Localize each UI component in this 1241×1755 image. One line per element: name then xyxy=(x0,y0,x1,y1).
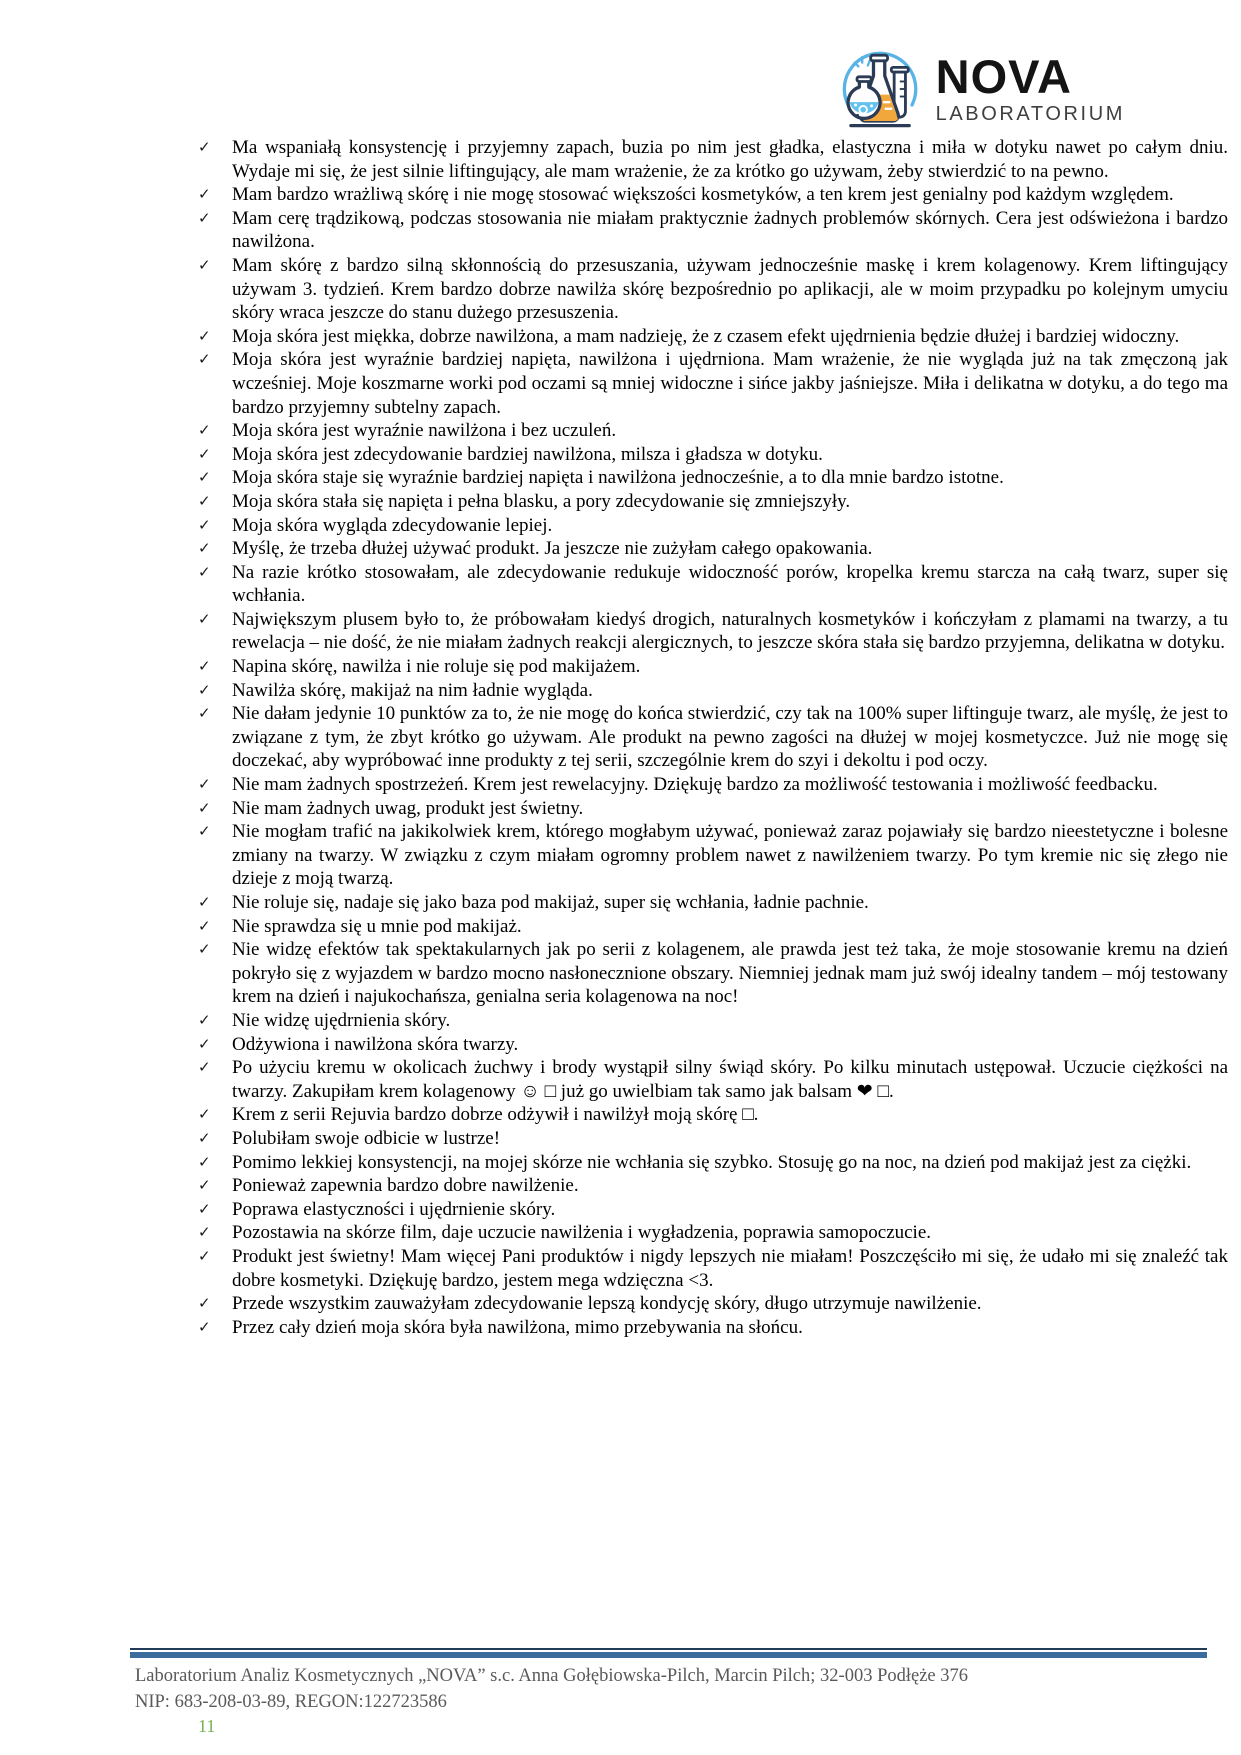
review-text: Moja skóra wygląda zdecydowanie lepiej. xyxy=(232,514,553,536)
check-icon: ✓ xyxy=(198,350,211,369)
list-item xyxy=(198,655,1228,679)
check-icon: ✓ xyxy=(198,421,211,440)
check-icon: ✓ xyxy=(198,1317,211,1336)
review-text: Mam bardzo wrażliwą skórę i nie mogę stosować większości kosmetyków, a ten krem jest genialny pod każdym względem. xyxy=(232,184,1174,206)
check-icon: ✓ xyxy=(198,255,211,274)
check-icon: ✓ xyxy=(198,491,211,510)
check-icon: ✓ xyxy=(198,657,211,676)
list-item xyxy=(198,514,1228,538)
list-item xyxy=(198,490,1228,514)
check-icon: ✓ xyxy=(198,940,211,959)
list-item xyxy=(198,938,1228,1009)
review-text: Nie widzę efektów tak spektakularnych jak po serii z kolagenem, ale prawda jest też taka, że moje stosowanie kremu na dzień pokryło się z wyjazdem w bardzo mocno nasłonecznione obszary. Niemniej jednak mam już swój idealny tandem – mój testowany krem na dzień i najukochańsza, genialna seria kolagenowa na noc! xyxy=(232,939,1228,1008)
list-item xyxy=(198,1009,1228,1033)
review-list xyxy=(198,136,1228,1339)
list-item xyxy=(198,797,1228,821)
list-item xyxy=(198,419,1228,443)
list-item xyxy=(198,915,1228,939)
list-item xyxy=(198,1198,1228,1222)
check-icon: ✓ xyxy=(198,680,211,699)
footer-divider xyxy=(130,1648,1207,1658)
review-text: Napina skórę, nawilża i nie roluje się pod makijażem. xyxy=(232,656,641,678)
list-item xyxy=(198,679,1228,703)
list-item xyxy=(198,773,1228,797)
check-icon: ✓ xyxy=(198,539,211,558)
list-item xyxy=(198,254,1228,325)
review-text: Przez cały dzień moja skóra była nawilżona, mimo przebywania na słońcu. xyxy=(232,1316,803,1338)
review-text: Na razie krótko stosowałam, ale zdecydowanie redukuje widoczność porów, kropelka kremu starcza na całą twarz, super się wchłania. xyxy=(232,561,1228,607)
brand-subtitle: LABORATORIUM xyxy=(935,102,1125,125)
review-text: Nie mogłam trafić na jakikolwiek krem, którego mogłabym używać, ponieważ zaraz pojawiały się bardzo nieestetyczne i bolesne zmiany na twarzy. W związku z czym miałam ogromny problem nawet z nawilżeniem twarzy. Po tym kremie nic się złego nie dzieje z moją twarzą. xyxy=(232,821,1228,890)
review-text: Polubiłam swoje odbicie w lustrze! xyxy=(232,1127,501,1149)
check-icon: ✓ xyxy=(198,468,211,487)
footer-divider-thick-line xyxy=(130,1652,1207,1658)
check-icon: ✓ xyxy=(198,1128,211,1147)
list-item xyxy=(198,891,1228,915)
check-icon: ✓ xyxy=(198,562,211,581)
review-text: Moja skóra stała się napięta i pełna blasku, a pory zdecydowanie się zmniejszyły. xyxy=(232,490,851,512)
list-item xyxy=(198,537,1228,561)
check-icon: ✓ xyxy=(198,916,211,935)
review-text: Nie widzę ujędrnienia skóry. xyxy=(232,1009,451,1031)
logo-text xyxy=(935,49,1125,126)
check-icon: ✓ xyxy=(198,1246,211,1265)
check-icon: ✓ xyxy=(198,704,211,723)
footer-company-line: Laboratorium Analiz Kosmetycznych „NOVA” s.c. Anna Gołębiowska-Pilch, Marcin Pilch; 32-003 Podłęże 376 xyxy=(135,1666,969,1686)
list-item xyxy=(198,207,1228,254)
check-icon: ✓ xyxy=(198,138,211,156)
list-item xyxy=(198,608,1228,655)
check-icon: ✓ xyxy=(198,1034,211,1053)
list-item xyxy=(198,1174,1228,1198)
lab-flasks-icon xyxy=(834,44,928,134)
review-text: Myślę, że trzeba dłużej używać produkt. Ja jeszcze nie zużyłam całego opakowania. xyxy=(232,538,873,560)
list-item xyxy=(198,136,1228,183)
list-item xyxy=(198,1056,1228,1103)
list-item xyxy=(198,1127,1228,1151)
check-icon: ✓ xyxy=(198,1152,211,1171)
list-item xyxy=(198,1245,1228,1292)
list-item xyxy=(198,561,1228,608)
check-icon: ✓ xyxy=(198,1199,211,1218)
footer xyxy=(135,1664,1135,1715)
check-icon: ✓ xyxy=(198,1010,211,1029)
check-icon: ✓ xyxy=(198,208,211,227)
check-icon: ✓ xyxy=(198,1105,211,1124)
list-item xyxy=(198,820,1228,891)
review-text: Największym plusem było to, że próbowałam kiedyś drogich, naturalnych kosmetyków i kończyłam z plamami na twarzy, a tu rewelacja – nie dość, że nie miałam żadnych reakcji alergicznych, to jeszcze skóra stała się bardzo przyjemna, delikatna w dotyku. xyxy=(232,608,1228,654)
check-icon: ✓ xyxy=(198,1058,211,1077)
review-text: Moja skóra staje się wyraźnie bardziej napięta i nawilżona jednocześnie, a to dla mnie bardzo istotne. xyxy=(232,467,1004,489)
list-item xyxy=(198,183,1228,207)
review-text: Nie dałam jedynie 10 punktów za to, że nie mogę do końca stwierdzić, czy tak na 100% super liftinguje twarz, ale myślę, że jest to związane z tym, że zbyt krótko go używam. Ale produkt na pewno zagości na dłużej w mojej kosmetyczce. Już nie mogę się doczekać, aby wypróbować inne produkty z tej serii, szczególnie krem do szyi i dekoltu i pod oczy. xyxy=(232,703,1228,772)
list-item xyxy=(198,1221,1228,1245)
page-number: 11 xyxy=(198,1716,216,1736)
review-text: Pozostawia na skórze film, daje uczucie nawilżenia i wygładzenia, poprawia samopoczucie. xyxy=(232,1222,932,1244)
check-icon: ✓ xyxy=(198,893,211,911)
list-item xyxy=(198,1292,1228,1316)
review-text: Ma wspaniałą konsystencję i przyjemny zapach, buzia po nim jest gładka, elastyczna i miła w dotyku nawet po całym dniu. Wydaje mi się, że jest silnie liftingujący, ale mam wrażenie, że za krótko go używam, żeby stwierdzić to na pewno. xyxy=(232,137,1228,182)
footer-nip-regon-line: NIP: 683-208-03-89, REGON:122723586 xyxy=(135,1691,447,1712)
brand-name: NOVA xyxy=(935,49,1072,103)
check-icon: ✓ xyxy=(198,444,211,463)
list-item xyxy=(198,1103,1228,1127)
review-text: Nie roluje się, nadaje się jako baza pod makijaż, super się wchłania, ładnie pachnie. xyxy=(232,892,869,913)
list-item xyxy=(198,702,1228,773)
review-text: Odżywiona i nawilżona skóra twarzy. xyxy=(232,1033,519,1055)
list-item xyxy=(198,466,1228,490)
list-item xyxy=(198,1151,1228,1175)
check-icon: ✓ xyxy=(198,609,211,628)
check-icon: ✓ xyxy=(198,775,211,794)
list-item xyxy=(198,443,1228,467)
review-text: Moja skóra jest miękka, dobrze nawilżona, a mam nadzieję, że z czasem efekt ujędrnienia będzie dłużej i bardziej widoczny. xyxy=(232,325,1180,347)
review-text: Przede wszystkim zauważyłam zdecydowanie lepszą kondycję skóry, długo utrzymuje nawilżenie. xyxy=(232,1293,982,1315)
list-item xyxy=(198,1316,1228,1340)
check-icon: ✓ xyxy=(198,326,211,345)
review-text: Nie mam żadnych uwag, produkt jest świetny. xyxy=(232,797,584,819)
review-text: Krem z serii Rejuvia bardzo dobrze odżywił i nawilżył moją skórę □. xyxy=(232,1104,759,1126)
review-text: Pomimo lekkiej konsystencji, na mojej skórze nie wchłania się szybko. Stosuję go na noc, na dzień pod makijaż jest za ciężki. xyxy=(232,1151,1192,1173)
check-icon: ✓ xyxy=(198,1223,211,1242)
review-text: Nie mam żadnych spostrzeżeń. Krem jest rewelacyjny. Dziękuję bardzo za możliwość testowania i możliwość feedbacku. xyxy=(232,774,1158,796)
review-text: Nie sprawdza się u mnie pod makijaż. xyxy=(232,915,522,937)
review-text: Moja skóra jest zdecydowanie bardziej nawilżona, milsza i gładsza w dotyku. xyxy=(232,443,823,465)
check-icon: ✓ xyxy=(198,798,211,817)
check-icon: ✓ xyxy=(198,822,211,841)
check-icon: ✓ xyxy=(198,185,211,204)
review-text: Nawilża skórę, makijaż na nim ładnie wygląda. xyxy=(232,679,593,701)
review-text: Moja skóra jest wyraźnie nawilżona i bez uczuleń. xyxy=(232,420,617,442)
review-text: Poprawa elastyczności i ujędrnienie skóry. xyxy=(232,1198,556,1220)
review-text: Mam cerę trądzikową, podczas stosowania nie miałam praktycznie żadnych problemów skórnych. Cera jest odświeżona i bardzo nawilżona. xyxy=(232,207,1228,253)
review-text: Mam skórę z bardzo silną skłonnością do przesuszania, używam jednocześnie maskę i krem kolagenowy. Krem liftingujący używam 3. tydzień. Krem bardzo dobrze nawilża skórę bezpośrednio po aplikacji, ale w moim przypadku po kolejnym umyciu skóry wraca jeszcze do stanu dużego przesuszenia. xyxy=(232,254,1228,324)
review-text: Moja skóra jest wyraźnie bardziej napięta, nawilżona i ujędrniona. Mam wrażenie, że nie wygląda już na tak zmęczoną jak wcześniej. Moje koszmarne worki pod oczami są mniej widoczne i sińce jakby jaśniejsze. Miła i delikatna w dotyku, a do tego ma bardzo przyjemny subtelny zapach. xyxy=(232,349,1228,418)
list-item xyxy=(198,1033,1228,1057)
check-icon: ✓ xyxy=(198,515,211,534)
list-item xyxy=(198,348,1228,419)
company-logo xyxy=(834,44,1125,134)
list-item xyxy=(198,325,1228,349)
check-icon: ✓ xyxy=(198,1294,211,1313)
review-text: Po użyciu kremu w okolicach żuchwy i brody wystąpił silny świąd skóry. Po kilku minutach ustępował. Uczucie ciężkości na twarzy. Zakupiłam krem kolagenowy ☺ □ już go uwielbiam tak samo jak balsam ❤ □. xyxy=(232,1057,1228,1102)
review-text: Ponieważ zapewnia bardzo dobre nawilżenie. xyxy=(232,1175,579,1197)
check-icon: ✓ xyxy=(198,1176,211,1195)
review-text: Produkt jest świetny! Mam więcej Pani produktów i nigdy lepszych nie miałam! Poszczęściło mi się, że udało mi się znaleźć tak dobre kosmetyki. Dziękuję bardzo, jestem mega wdzięczna <3. xyxy=(232,1245,1228,1291)
